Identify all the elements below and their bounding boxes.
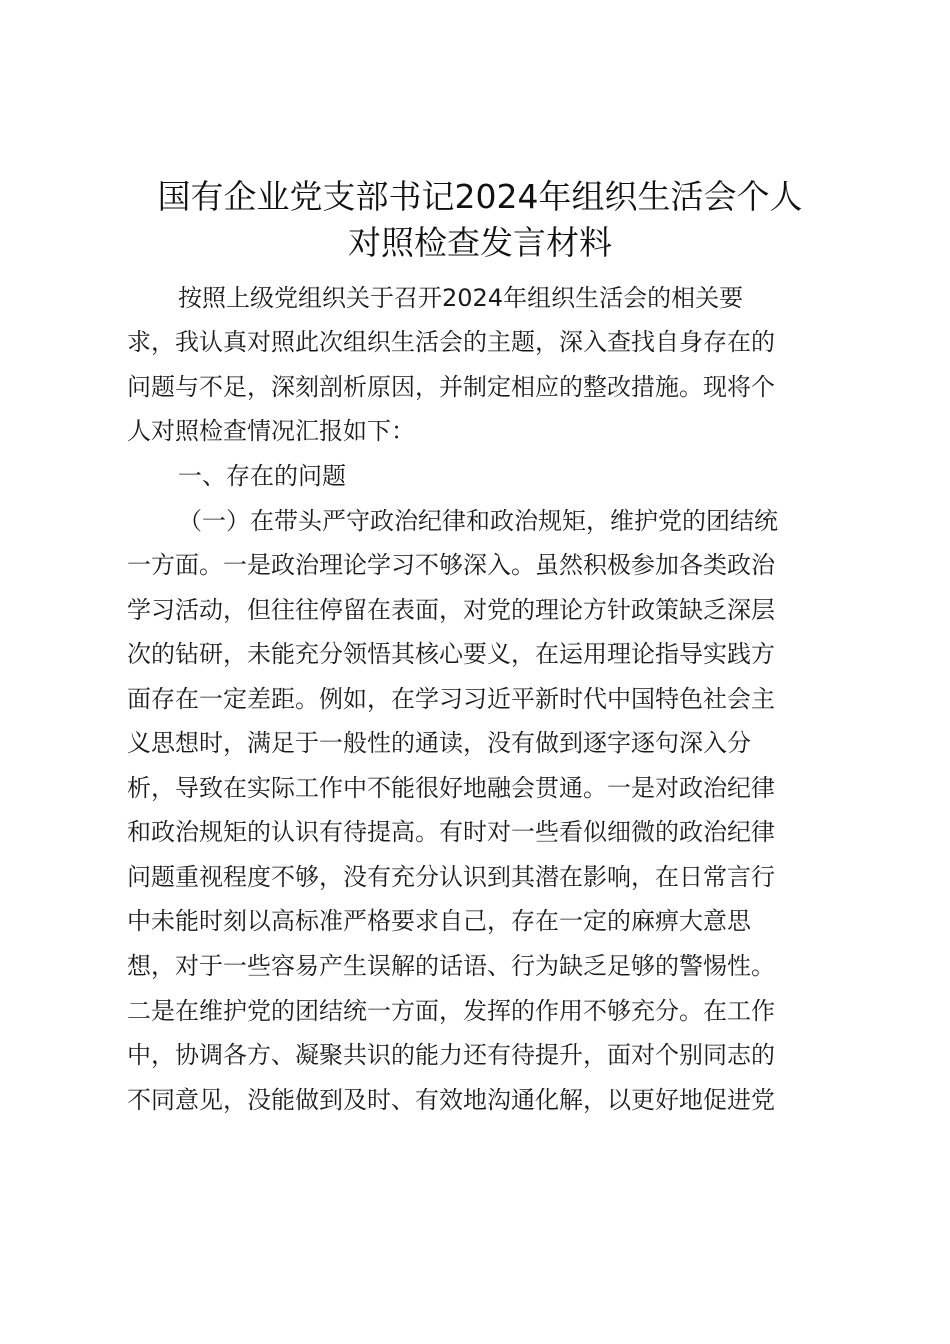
paragraph-line: 按照上级党组织关于召开2024年组织生活会的相关要 [178, 284, 744, 312]
paragraph-line: （一）在带头严守政治纪律和政治规矩，维护党的团结统 [178, 507, 778, 535]
paragraph-line: 问题与不足，深刻剖析原因，并制定相应的整改措施。现将个 [127, 373, 775, 401]
paragraph-line: 学习活动，但往往停留在表面，对党的理论方针政策缺乏深层 [127, 596, 775, 624]
paragraph-line: 面存在一定差距。例如，在学习习近平新时代中国特色社会主 [127, 685, 775, 713]
paragraph-line: 析，导致在实际工作中不能很好地融会贯通。一是对政治纪律 [127, 774, 775, 802]
paragraph-line: 问题重视程度不够，没有充分认识到其潜在影响，在日常言行 [127, 863, 775, 891]
paragraph-line: 中，协调各方、凝聚共识的能力还有待提升，面对个别同志的 [127, 1041, 775, 1069]
paragraph-line: 中未能时刻以高标准严格要求自己，存在一定的麻痹大意思 [127, 907, 751, 935]
paragraph-line: 不同意见，没能做到及时、有效地沟通化解，以更好地促进党 [127, 1086, 775, 1114]
paragraph-line: 想，对于一些容易产生误解的话语、行为缺乏足够的警惕性。 [127, 952, 775, 980]
paragraph-line: 次的钻研，未能充分领悟其核心要义，在运用理论指导实践方 [127, 640, 775, 668]
paragraph-line: 义思想时，满足于一般性的通读，没有做到逐字逐句深入分 [127, 729, 751, 757]
paragraph-line: 和政治规矩的认识有待提高。有时对一些看似细微的政治纪律 [127, 818, 775, 846]
document-title-line-1: 国有企业党支部书记2024年组织生活会个人 [157, 177, 803, 216]
paragraph-line: 求，我认真对照此次组织生活会的主题，深入查找自身存在的 [127, 328, 775, 356]
paragraph-line: 二是在维护党的团结统一方面，发挥的作用不够充分。在工作 [127, 997, 775, 1025]
document-title-line-2: 对照检查发言材料 [348, 223, 612, 262]
paragraph-line: 人对照检查情况汇报如下： [127, 417, 415, 445]
section-heading: 一、存在的问题 [178, 462, 346, 490]
paragraph-line: 一方面。一是政治理论学习不够深入。虽然积极参加各类政治 [127, 551, 775, 579]
